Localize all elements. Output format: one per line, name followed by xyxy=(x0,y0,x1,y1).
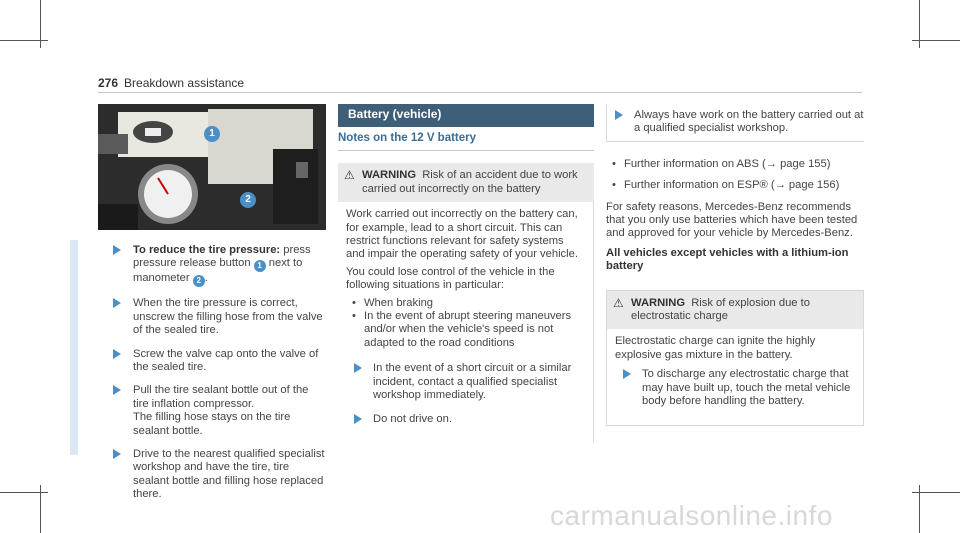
callout-2: 2 xyxy=(240,192,256,208)
list-item: • When braking xyxy=(346,297,585,310)
info-list xyxy=(606,158,864,193)
side-marker xyxy=(70,240,78,455)
list-item: • Further information on ESP® (→ page 156) xyxy=(606,179,864,192)
warning-icon: ⚠ xyxy=(613,295,624,310)
step-arrow-icon xyxy=(113,245,121,255)
tip-step: Always have work on the battery carried out at a qualified specialist workshop. xyxy=(607,104,864,141)
crop-mark xyxy=(919,485,920,533)
step-arrow-icon xyxy=(354,414,362,424)
warning-header: ⚠ WARNING Risk of explosion due to electrostatic charge xyxy=(607,291,863,330)
warning-header: ⚠ WARNING Risk of an accident due to work carried out incorrectly on the battery xyxy=(338,163,594,202)
warning-box-2 xyxy=(606,290,864,426)
crop-mark xyxy=(40,0,41,48)
tip-box xyxy=(606,104,864,142)
warning-icon: ⚠ xyxy=(344,168,355,183)
left-column xyxy=(98,104,326,512)
safety-paragraph: For safety reasons, Mercedes-Benz recommends that you only use batteries which have been tested and approved for your vehicle by Mercedes-Benz. xyxy=(606,200,858,240)
list-item: • Further information on ABS (→ page 155) xyxy=(606,158,864,171)
step-pull-bottle: Pull the tire sealant bottle out of the tire inflation compressor. The filling hose stays on the tire sealant bottle. xyxy=(98,384,326,438)
right-column xyxy=(606,104,864,426)
callout-2-inline: 2 xyxy=(193,275,205,287)
step-arrow-icon xyxy=(113,385,121,395)
crop-mark xyxy=(919,0,920,48)
watermark: carmanualsonline.info xyxy=(550,500,833,531)
step-unscrew-hose: When the tire pressure is correct, unscrew the filling hose from the valve of the sealed tire. xyxy=(98,297,326,337)
step-discharge: To discharge any electrostatic charge that may have built up, touch the metal vehicle body before handling the battery. xyxy=(615,368,855,408)
step-arrow-icon xyxy=(615,110,623,120)
callout-1-inline: 1 xyxy=(254,260,266,272)
step-reduce-pressure: To reduce the tire pressure: press pressure release button 1 next to manometer 2 . xyxy=(98,244,326,287)
section-name: Breakdown assistance xyxy=(124,76,245,90)
middle-column xyxy=(338,104,594,442)
vehicles-heading: All vehicles except vehicles with a lithium-ion battery xyxy=(606,246,849,273)
step-screw-cap: Screw the valve cap onto the valve of the sealed tire. xyxy=(98,348,326,375)
list-item: • In the event of abrupt steering maneuvers and/or when the vehicle's speed is not adapted to the road conditions xyxy=(346,310,585,350)
subsection-title: Notes on the 12 V battery xyxy=(338,132,594,151)
step-arrow-icon xyxy=(113,349,121,359)
page-header xyxy=(98,76,244,90)
crop-mark xyxy=(40,485,41,533)
bullet-list xyxy=(346,297,585,351)
step-short-circuit: In the event of a short circuit or a similar incident, contact a qualified specialist workshop immediately. xyxy=(346,362,585,402)
step-arrow-icon xyxy=(623,369,631,379)
warning-body: Work carried out incorrectly on the battery can, for example, lead to a short circuit. This can restrict functions relevant for safety systems and impair the operating safety of your vehicle. You could lose control of the vehicle in the following situations in particular: • When braking • In the event of abrupt steering maneuvers and/or when the vehicle's speed is not adapted to the road conditions In the event of a short circuit or a similar incident, contact a qualified specialist workshop immediately. Do not drive on. xyxy=(338,202,594,442)
step-do-not-drive: Do not drive on. xyxy=(346,413,585,426)
warning-box xyxy=(338,163,594,442)
warning-body: Electrostatic charge can ignite the highly explosive gas mixture in the battery. To discharge any electrostatic charge that may have built up, touch the metal vehicle body before handling the battery. xyxy=(607,329,863,424)
step-arrow-icon xyxy=(354,363,362,373)
step-drive-workshop: Drive to the nearest qualified specialist workshop and have the tire, tire sealant bottle and filling hose replaced there. xyxy=(98,448,326,502)
section-title: Battery (vehicle) xyxy=(338,104,594,127)
step-arrow-icon xyxy=(113,449,121,459)
step-arrow-icon xyxy=(113,298,121,308)
compressor-image xyxy=(98,104,326,230)
header-rule xyxy=(98,92,862,93)
callout-1: 1 xyxy=(204,126,220,142)
page-number: 276 xyxy=(98,76,119,90)
